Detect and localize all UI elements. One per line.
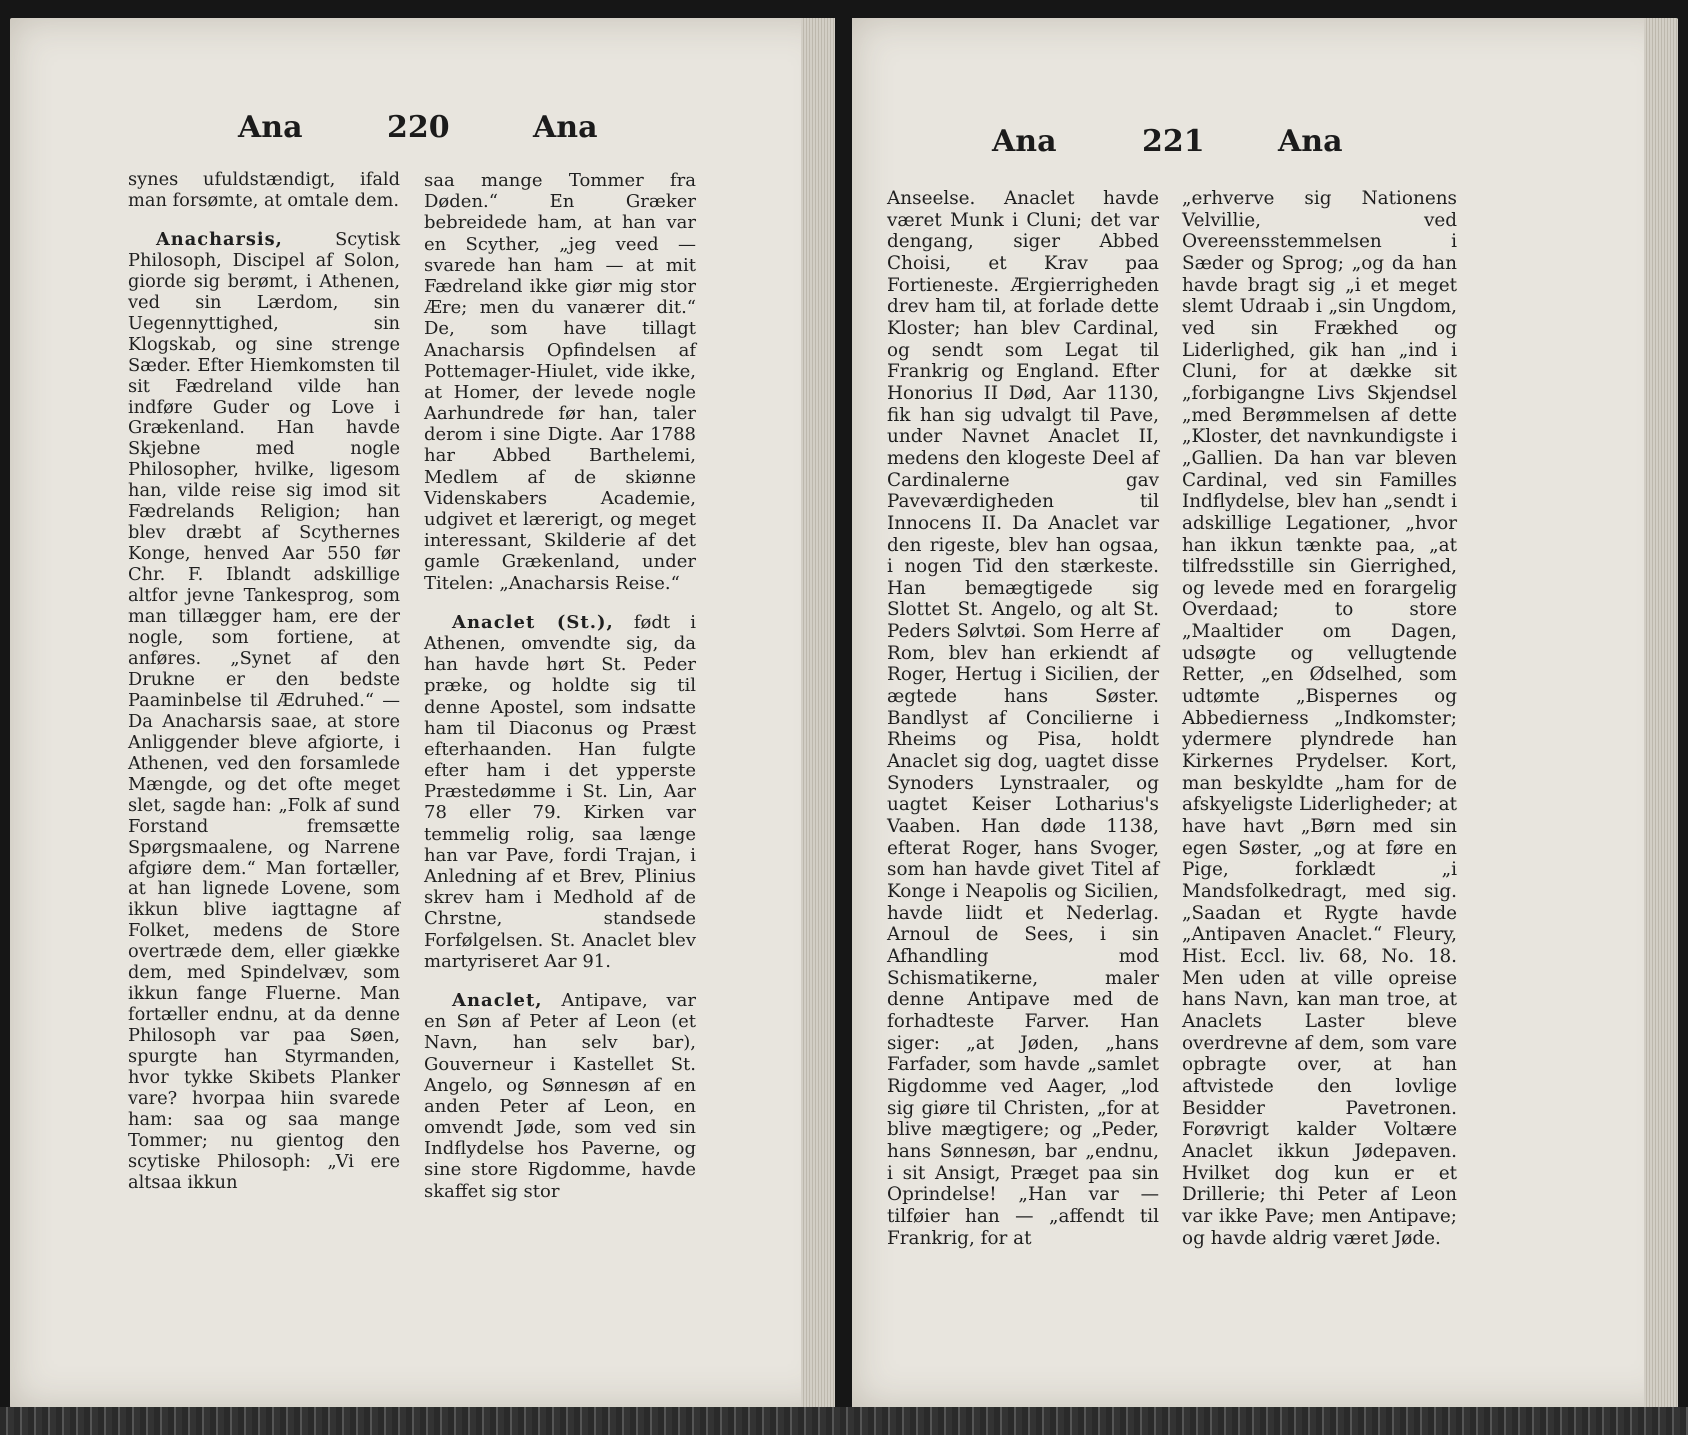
paragraph-text: Scytisk Philosoph, Discipel af Solon, giorde sig berømt, i Athenen, ved sin Lærdom, sin Uegennyttighed, sin Klogskab, og sine strenge Sæder. Efter Hiemkomsten til sit Fædreland vilde han indføre Guder og Love i Grækenland. Han havde Skjebne med nogle Philosopher, hvilke, ligesom han, vilde reise sig imod sit Fædrelands Religion; han blev dræbt af Scythernes Konge, henved Aar 550 før Chr. F. Iblandt adskillige altfor jevne Tankesprog, som man tillægger ham, ere der nogle, som fortiene, at anføres. „Synet af den Drukne er den bedste Paaminbelse til Ædruhed.“ — Da Anacharsis saae, at store Anliggender bleve afgiorte, i Athenen, ved den forsamlede Mængde, og det ofte meget slet, sagde han: „Folk af sund Forstand fremsætte Spørgsmaalene, og Narrene afgiøre dem.“ Man fortæller, at han lignede Lovene, som ikkun blive iagttagne af Folket, medens de Store overtræde dem, eller giække dem, med Spindelvæv, som ikkun fange Fluerne. Man fortæller endnu, at da denne Philosoph var paa Søen, spurgte han Styrmanden, hvor tykke Skibets Planker vare? hvorpaa hiin svarede ham: saa og saa mange Tommer; nu gientog den scytiske Philosoph: „Vi ere altsaa ikkun xyxy=(128,228,400,1193)
text-column-right xyxy=(1182,188,1457,1248)
paragraph xyxy=(424,170,696,594)
paragraph xyxy=(424,612,696,972)
right-page xyxy=(852,18,1678,1408)
header-right-word: Ana xyxy=(1278,124,1343,159)
scan-bottom-edge xyxy=(0,1407,1688,1435)
paragraph-text: „erhverve sig Nationens Velvillie, ved Overeensstemmelsen i Sæder og Sprog; „og da han havde bragt sig „i et meget slemt Udraab i „sin Ungdom, ved sin Frækhed og Liderlighed, gik han „ind i Cluni, for at dække sit „forbigangne Livs Skjendsel „med Berømmelsen af dette „Kloster, det navnkundigste i „Gallien. Da han var bleven Cardinal, ved sin Familles Indflydelse, blev han „sendt i adskillige Legationer, „hvor han ikkun tænkte paa, „at tilfredsstille sin Gierrighed, og levede med en forargelig Overdaad; to store „Maaltider om Dagen, udsøgte og vellugtende Retter, „en Ødselhed, som udtømte „Bispernes og Abbedierness „Indkomster; ydermere plyndrede han Kirkernes Prydelser. Kort, man beskyldte „ham for de afskyeligste Liderligheder; at have havt „Børn med sin egen Søster, „og at føre en Pige, forklædt „i Mandsfolkedragt, med sig. „Saadan et Rygte havde „Antipaven Anaclet.“ Fleury, Hist. Eccl. liv. 68, No. 18. Men uden at ville opreise hans Navn, kan man troe, at Anaclets Laster bleve overdrevne af dem, som vare opbragte over, at han aftvistede den lovlige Besidder Pavetronen. Forøvrigt kalder Voltære Anaclet ikkun Jødepaven. Hvilket dog kun er et Drillerie; thi Peter af Leon var ikke Pave; men Antipave; og havde aldrig været Jøde. xyxy=(1182,188,1457,1249)
text-column-left xyxy=(887,188,1159,1248)
paragraph-text: saa mange Tommer fra Døden.“ En Græker bebreidede ham, at han var en Scyther, „jeg veed — svarede han ham — at mit Fædreland ikke giør mig stor Ære; men du vanærer dit.“ De, som have tillagt Anacharsis Opfindelsen af Pottemager-Hiulet, vide ikke, at Homer, der levede nogle Aarhundrede før han, taler derom i sine Digte. Aar 1788 har Abbed Barthelemi, Medlem af de skiønne Videnskabers Academie, udgivet et lærerigt, og meget interessant, Skilderie af det gamle Grækenland, under Titelen: „Anacharsis Reise.“ xyxy=(424,170,696,594)
page-number: 220 xyxy=(387,110,450,145)
paragraph xyxy=(128,230,400,1194)
paragraph-text: synes ufuldstændigt, ifald man forsømte, at omtale dem. xyxy=(128,169,400,211)
entry-headword: Anacharsis, xyxy=(156,228,283,250)
paragraph xyxy=(128,170,400,212)
paragraph-text: Anseelse. Anaclet havde været Munk i Cluni; det var dengang, siger Abbed Choisi, et Krav paa Fortieneste. Ærgierrigheden drev ham til, at forlade dette Kloster; han blev Cardinal, og sendt som Legat til Frankrig og England. Efter Honorius II Død, Aar 1130, fik han sig udvalgt til Pave, under Navnet Anaclet II, medens den klogeste Deel af Cardinalerne gav Paveværdigheden til Innocens II. Da Anaclet var den rigeste, blev han ogsaa, i nogen Tid den stærkeste. Han bemægtigede sig Slottet St. Angelo, og alt St. Peders Sølvtøi. Som Herre af Rom, blev han erkiendt af Roger, Hertug i Sicilien, der ægtede hans Søster. Bandlyst af Concilierne i Rheims og Pisa, holdt Anaclet sig dog, uagtet disse Synoders Lynstraaler, og uagtet Keiser Lotharius's Vaaben. Han døde 1138, efterat Roger, hans Svoger, som han havde givet Titel af Konge i Neapolis og Sicilien, havde liidt et Nederlag. Arnoul de Sees, i sin Afhandling mod Schismatikerne, maler denne Antipave med de forhadteste Farver. Han siger: „at Jøden, „hans Farfader, som havde „samlet Rigdomme ved Aager, „lod sig giøre til Christen, „for at blive mægtigere; og „Peder, hans Sønnesøn, bar „endnu, i sit Ansigt, Præget paa sin Oprindelse! „Han var — tilføier han — „affendt til Frankrig, for at xyxy=(887,188,1159,1249)
text-column-right xyxy=(424,170,696,1210)
paragraph-text: født i Athenen, omvendte sig, da han havde hørt St. Peder præke, og holdte sig til denne Apostel, som indsatte ham til Diaconus og Præst efterhaanden. Han fulgte efter ham i det ypperste Præstedømme i St. Lin, Aar 78 eller 79. Kirken var temmelig rolig, saa længe han var Pave, fordi Trajan, i Anledning af et Brev, Plinius skrev ham i Medhold af de Chrstne, standsede Forfølgelsen. St. Anaclet blev martyriseret Aar 91. xyxy=(424,611,696,972)
entry-headword: Anaclet, xyxy=(452,989,543,1011)
paragraph xyxy=(1182,188,1457,1249)
paragraph-text: Antipave, var en Søn af Peter af Leon (et Navn, han selv bar), Gouverneur i Kastellet St. Angelo, og Sønnesøn af en anden Peter af Leon, en omvendt Jøde, som ved sin Indflydelse hos Paverne, og sine store Rigdomme, havde skaffet sig stor xyxy=(424,989,696,1202)
paragraph xyxy=(887,188,1159,1249)
page-edge xyxy=(801,18,835,1408)
page-edge xyxy=(1644,18,1678,1408)
left-page xyxy=(10,18,835,1408)
header-left-word: Ana xyxy=(992,124,1057,159)
header-left-word: Ana xyxy=(238,110,303,145)
text-column-left xyxy=(128,170,400,1210)
paragraph xyxy=(424,990,696,1202)
entry-headword: Anaclet (St.), xyxy=(452,611,614,633)
header-right-word: Ana xyxy=(533,110,598,145)
page-number: 221 xyxy=(1142,124,1205,159)
